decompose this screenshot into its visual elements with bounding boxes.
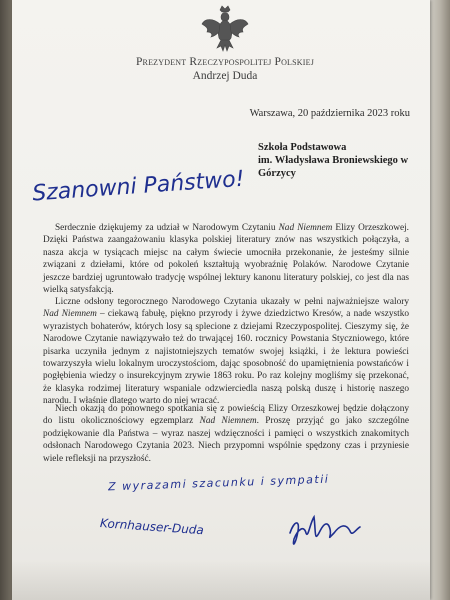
header-title: Prezydent Rzeczypospolitej Polskiej [135,56,315,68]
paragraph-3: Niech okazją do ponownego spotkania się z powieścią Elizy Orzeszkowej będzie dołączony do listu okolicznościowy egzemplarz Nad Niemnem. Proszę przyjąć go jako szczególne podziękowanie dla Państwa – wyraz naszej wdzięczności i pamięci o wszystkich znakomitych odsłonach Narodowego Czytania 2023. Niech przypomni wspólnie spędzony czas i przyniesie wiele refleksji na przyszłość. [43,404,409,464]
salutation-text: Szanowni Państwo! [31,166,246,207]
recipient-block [258,141,428,180]
paragraph-2: Liczne odsłony tegorocznego Narodowego Czytania ukazały w pełni najważniejsze walory Nad Niemnem – ciekawą fabułę, piękno przyrody i żywe dziedzictwo Kresów, a nade wszystko wyrazistych bohaterów, których losy są splecione z dziejami Rzeczypospolitej. Cieszymy się, że Narodowe Czytanie nawiązywało też do trwającej 160. rocznicy Powstania Styczniowego, które pisarka uczyniła jednym z najistotniejszych tematów swojej książki, i że lektura powieści towarzyszyła wielu lokalnym uroczystościom, dając sposobność do upamiętnienia powstańców i pogłębienia wiedzy o insurekcyjnym zrywie 1863 roku. Po raz kolejny mogliśmy się przekonać, że klasyka rodzimej literatury wspaniale odzwierciedla naszą polską duszę i historię naszego narodu. I właśnie dlatego warto do niej wracać. [43,297,410,407]
paragraph-1: Serdecznie dziękujemy za udział w Narodowym Czytaniu Nad Niemnem Elizy Orzeszkowej. Dzięki Państwa zaangażowaniu klasyka polskiej literatury znów nas wszystkich połączyła, a nasza akcja w tysiącach miejsc na całym świecie umocniła przekonanie, że jesteśmy silnie związani z dziełami, które od pokoleń kształtują wyobraźnię Polaków. Narodowe Czytanie jeszcze bardziej ugruntowało tradycję wspólnej lektury kanonu literatury polskiej, co jest dla nas wielką satysfakcją. [43,223,409,296]
recipient-line-1: Szkoła Podstawowa [258,142,347,153]
signature-right [280,503,380,553]
polish-eagle-emblem-icon [199,4,251,54]
signature-left [100,505,270,550]
closing-text: Z wyrazami szacunku i sympatii [107,472,330,494]
signature-left-text: Kornhauser-Duda [99,516,205,538]
recipient-line-2: im. Władysława Broniewskiego w Górzycy [258,155,409,179]
closing-handwritten [108,466,358,496]
salutation-handwritten [30,160,246,210]
letter-date: Warszawa, 20 października 2023 roku [249,108,410,119]
header-name: Andrzej Duda [192,70,258,82]
page-shadow [12,560,430,600]
